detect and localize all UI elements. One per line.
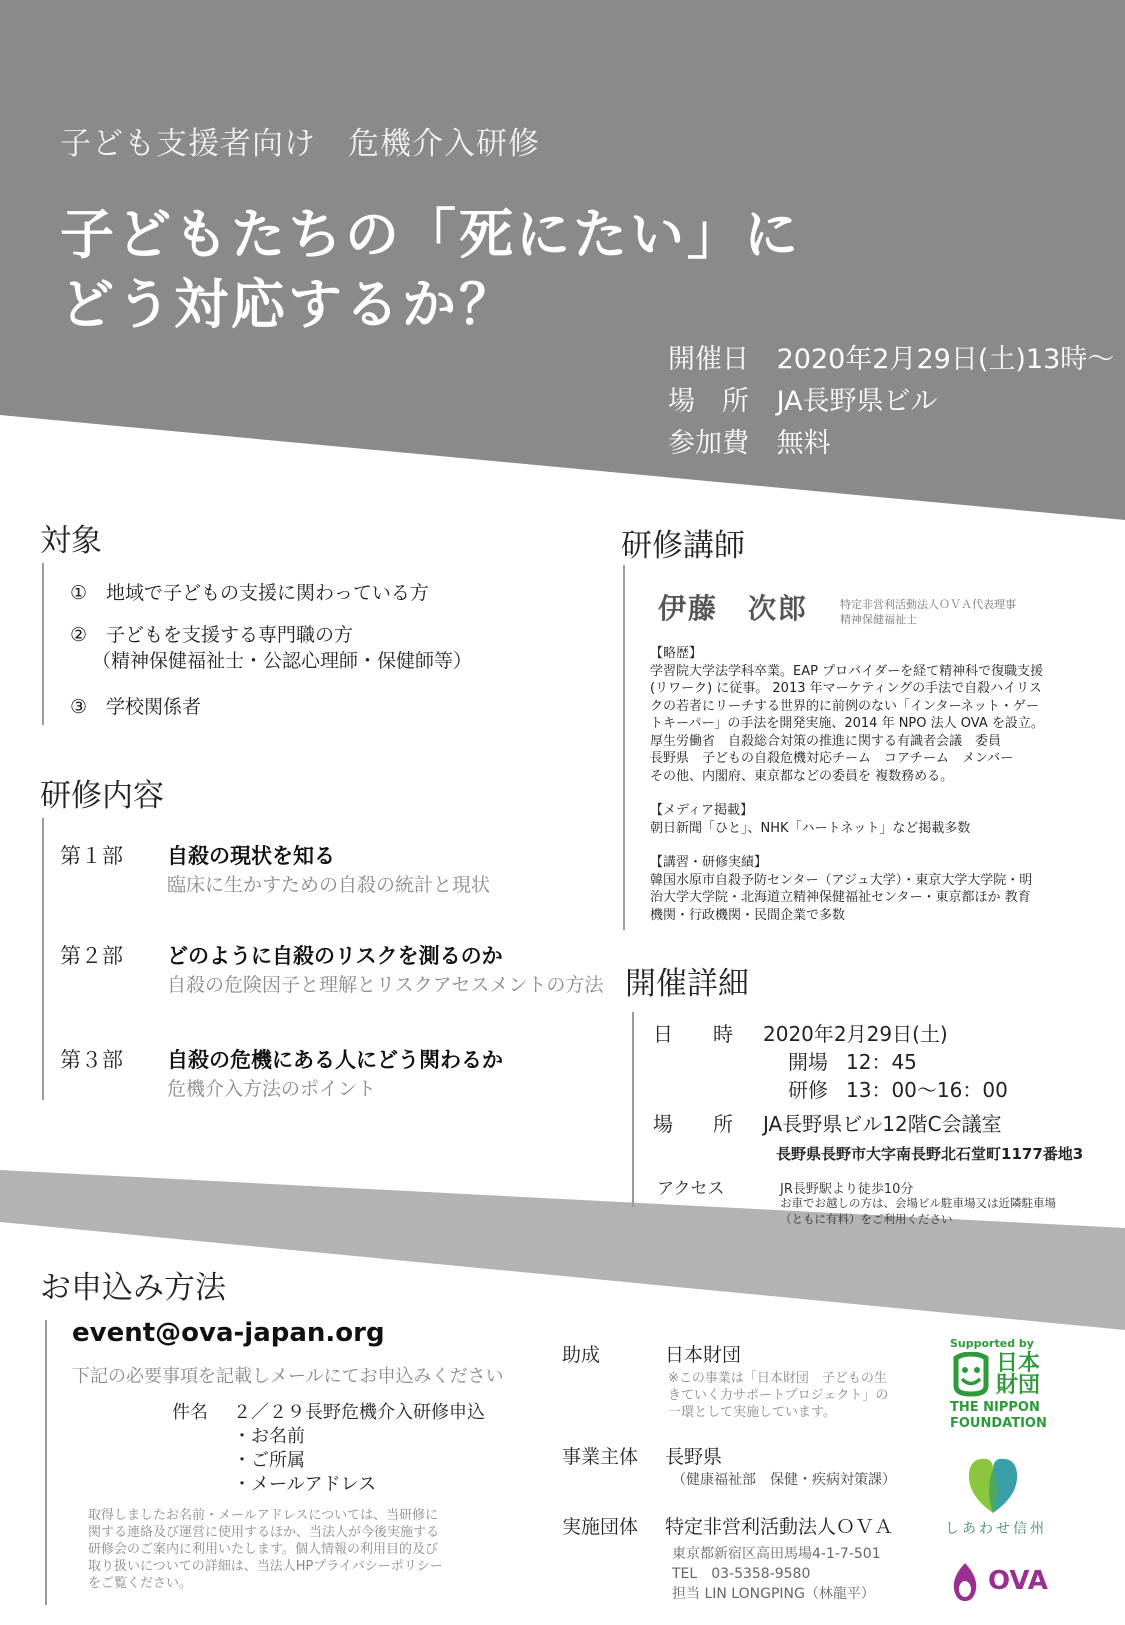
bio-line: 学習院大学法学科卒業。EAP プロバイダーを経て精神科で復職支援 (650, 663, 1044, 679)
lecturer-qualification: 精神保健福祉士 (840, 613, 917, 626)
apply-heading: お申込み方法 (40, 1270, 226, 1306)
bio-line: 厚生労働省 自殺総合対策の推進に関する有識者会議 委員 (650, 733, 1002, 749)
part-2-title: どのように自殺のリスクを測るのか (167, 944, 503, 968)
event-subtitle: 子ども支援者向け 危機介入研修 (60, 126, 540, 162)
open-label: 開場 (788, 1050, 828, 1074)
info-fee-label: 参加費 (668, 428, 749, 459)
event-title-line1: 子どもたちの「死にたい」に (60, 203, 801, 266)
shinshu-logo-text: しあわせ信州 (945, 1521, 1047, 1537)
org-contact (672, 1544, 881, 1604)
org-value: 特定非営利活動法人ＯＶＡ (665, 1516, 894, 1538)
part-1-subtitle: 臨床に生かすための自殺の統計と現状 (167, 874, 491, 896)
shinshu-heart-icon (965, 1455, 1021, 1515)
place-label: 場 所 (653, 1112, 733, 1136)
grant-note-line: きていく力サポートプロジェクト」の (668, 1388, 889, 1403)
bio-line: (リワーク) に従事。 2013 年マーケティングの手法で自殺ハイリス (650, 681, 1042, 696)
host-value: 長野県 (665, 1446, 723, 1468)
content-heading: 研修内容 (40, 778, 164, 814)
part-3-number: 第３部 (60, 1048, 123, 1072)
details-bar (632, 1012, 634, 1207)
part-3-title: 自殺の危機にある人にどう関わるか (167, 1048, 503, 1072)
lecturer-name: 伊藤 次郎 (658, 592, 809, 625)
part-2-subtitle: 自殺の危険因子と理解とリスクアセスメントの方法 (167, 974, 604, 996)
lecture-heading: 【講習・研修実績】 (650, 855, 768, 870)
privacy-line: 研修会のご案内に利用いたします。個人情報の利用目的及び (88, 1542, 438, 1557)
grant-label: 助成 (562, 1344, 601, 1366)
ova-flame-icon (950, 1561, 980, 1603)
access-parking-note: （ともに有料）をご利用ください (780, 1212, 953, 1226)
privacy-line: 関する連絡及び運営に使用するほか、当法人が今後実施する (88, 1525, 440, 1540)
media-heading: 【メディア掲載】 (650, 803, 753, 818)
target-heading: 対象 (40, 523, 102, 559)
access-parking: お車でお越しの方は、会場ビル駐車場又は近隣駐車場 (780, 1196, 1056, 1210)
bio-line: クの若者にリーチする世界的に前例のない「インターネット・ゲー (650, 698, 1039, 714)
part-1-title: 自殺の現状を知る (167, 844, 335, 868)
info-date-label: 開催日 (668, 344, 749, 375)
lecture-line: 治大学大学院・北海道立精神保健福祉センター・東京都ほか 教育 (650, 890, 1031, 905)
field-name: ・お名前 (233, 1426, 305, 1447)
privacy-note (88, 1507, 508, 1592)
info-place-label: 場 所 (668, 386, 749, 417)
info-place (668, 379, 938, 418)
date-value: 2020年2月29日(土) (763, 1022, 948, 1046)
target-bar (42, 563, 44, 725)
info-date (668, 337, 1114, 376)
org-label: 実施団体 (562, 1516, 639, 1538)
date-label: 日 時 (653, 1022, 733, 1046)
access-station: JR長野駅より徒歩10分 (780, 1182, 914, 1197)
target-item-2-note: （精神保健福祉士・公認心理師・保健師等） (92, 650, 473, 672)
bio-line: 長野県 子どもの自殺危機対応チーム コアチーム メンバー (650, 751, 1014, 766)
part-2-number: 第２部 (60, 944, 123, 968)
apply-note: 下記の必要事項を記載しメールにてお申込みください (72, 1366, 504, 1387)
bio-line: その他、内閣府、東京都などの委員を 複数務める。 (650, 768, 954, 784)
train-label: 研修 (788, 1078, 828, 1102)
part-1-number: 第１部 (60, 844, 123, 868)
nippon-en-line1: THE NIPPON (950, 1400, 1040, 1415)
nippon-jp-bottom: 財団 (996, 1373, 1041, 1398)
lecturer-bar (623, 565, 625, 930)
nippon-jp-top: 日本 (996, 1351, 1041, 1376)
target-item-1: ① 地域で子どもの支援に関わっている方 (70, 582, 429, 604)
info-fee-value: 無料 (776, 428, 831, 459)
org-tel: TEL 03-5358-9580 (672, 1566, 811, 1582)
access-label: アクセス (657, 1179, 725, 1199)
event-title-line2: どう対応するか？ (60, 273, 516, 336)
field-email: ・メールアドレス (233, 1474, 377, 1495)
smile-face-icon (950, 1352, 992, 1398)
venue-address: 長野県長野市大字南長野北石堂町1177番地3 (776, 1145, 1084, 1163)
lecturer-org: 特定非営利活動法人ＯＶＡ代表理事 (840, 598, 1016, 611)
apply-bar (45, 1320, 47, 1605)
info-date-value: 2020年2月29日(土)13時～ (776, 344, 1115, 375)
target-item-2: ② 子どもを支援する専門職の方 (70, 624, 354, 646)
host-note: （健康福祉部 保健・疾病対策課） (672, 1472, 896, 1488)
open-time: 12：45 (846, 1050, 917, 1074)
privacy-line: 取り扱いについての詳細は、当法人HPプライバシーポリシー (88, 1559, 443, 1574)
lecture-line: 韓国水原市自殺予防センター（アジュ大学）・東京大学大学院・明 (650, 872, 1033, 888)
subject-value: ２／２９長野危機介入研修申込 (233, 1402, 485, 1423)
details-heading: 開催詳細 (625, 966, 749, 1002)
lecturer-heading: 研修講師 (621, 528, 745, 564)
info-fee (668, 421, 831, 460)
nippon-en-line2: FOUNDATION (950, 1416, 1047, 1431)
train-time: 13：00～16：00 (846, 1078, 1008, 1102)
org-address: 東京都新宿区高田馬場4-1-7-501 (672, 1546, 881, 1562)
grant-value: 日本財団 (665, 1344, 742, 1366)
ova-logo-text: OVA (988, 1566, 1048, 1596)
content-bar (42, 818, 44, 1100)
grant-note-line: ※この事業は「日本財団 子どもの生 (668, 1371, 887, 1386)
lecture-line: 機関・行政機関・民間企業で多数 (650, 907, 846, 923)
grant-note (668, 1370, 888, 1421)
nippon-en (950, 1400, 1060, 1432)
privacy-line: をご覧ください。 (88, 1576, 193, 1591)
grant-note-line: 一環として実施しています。 (668, 1405, 836, 1420)
nippon-foundation-logo (950, 1337, 1060, 1432)
org-person: 担当 LIN LONGPING（林龍平） (672, 1586, 875, 1602)
part-3-subtitle: 危機介入方法のポイント (167, 1078, 377, 1100)
bio-line: トキーパー」の手法を開発実施、2014 年 NPO 法人 OVA を設立。 (650, 716, 1044, 731)
field-affiliation: ・ご所属 (233, 1450, 305, 1471)
bio-heading: 【略歴】 (650, 646, 703, 661)
apply-email[interactable]: event@ova-japan.org (72, 1318, 385, 1348)
media-line: 朝日新聞「ひと」、NHK「ハートネット」など掲載多数 (650, 820, 971, 836)
lecturer-title (840, 597, 1016, 627)
host-label: 事業主体 (562, 1446, 639, 1468)
lecturer-bio (650, 645, 1090, 924)
info-place-value: JA長野県ビル (776, 386, 938, 417)
privacy-line: 取得しましたお名前・メールアドレスについては、当研修に (88, 1508, 439, 1523)
place-value: JA長野県ビル12階C会議室 (763, 1112, 1002, 1136)
subject-label: 件名 (172, 1402, 208, 1423)
nippon-supported-by: Supported by (950, 1337, 1034, 1350)
target-item-3: ③ 学校関係者 (70, 696, 202, 718)
